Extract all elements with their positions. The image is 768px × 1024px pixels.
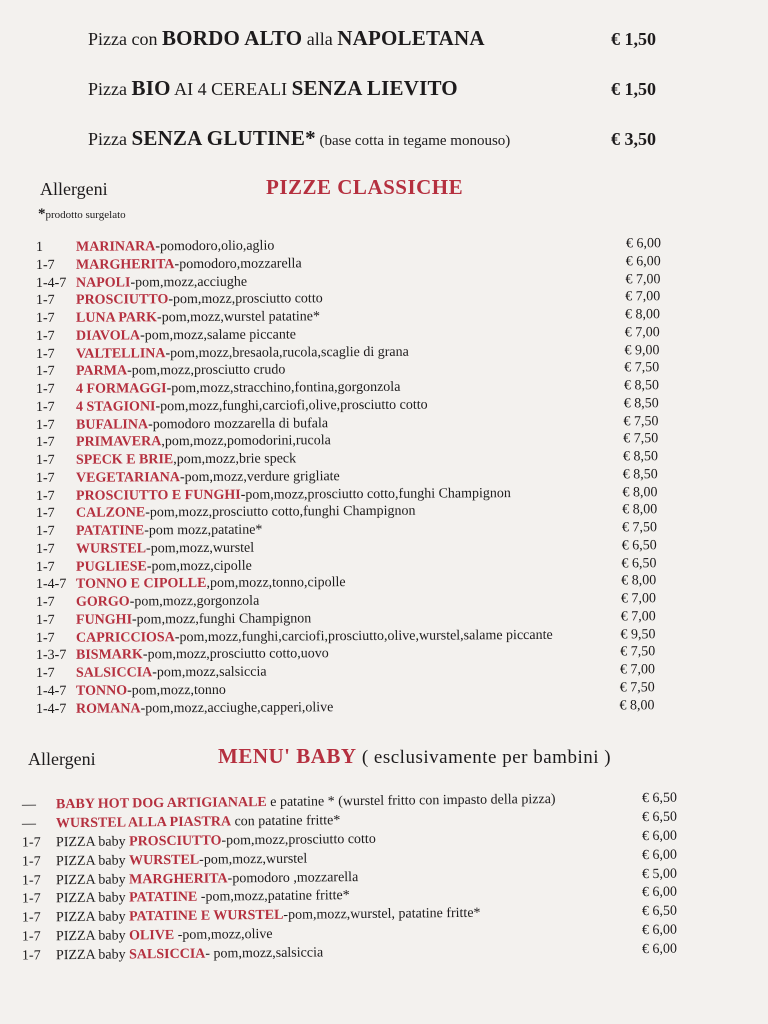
baby-name: SALSICCIA	[129, 946, 206, 963]
pizza-line	[76, 664, 267, 682]
baby-line	[56, 926, 273, 945]
baby-price: € 6,00	[641, 922, 678, 939]
baby-title: MENU' BABY	[218, 744, 357, 768]
baby-price: € 5,00	[641, 866, 678, 882]
offer-strong: BIO	[131, 76, 171, 100]
baby-description: -pom,mozz,olive	[174, 927, 273, 944]
pizza-ingredients: -pom,mozz,prosciutto crudo	[127, 362, 286, 379]
allergen-code: 1-7	[35, 523, 55, 540]
offer-row	[88, 76, 656, 101]
baby-name: PATATINE E WURSTEL	[129, 908, 284, 925]
pizza-ingredients: -pomodoro,olio,aglio	[155, 238, 275, 255]
allergen-code: 1-7	[35, 665, 55, 682]
baby-prefix: PIZZA baby	[55, 928, 130, 945]
pizza-line	[76, 539, 254, 557]
pizza-ingredients: -pom,mozz,prosciutto cotto,uovo	[142, 646, 329, 663]
pizza-ingredients: -pom,mozz,funghi Champignon	[131, 611, 312, 628]
pizza-line	[76, 503, 416, 522]
pizza-line	[76, 273, 247, 291]
allergen-code: 1-7	[21, 872, 41, 889]
allergen-code: 1-7	[21, 910, 41, 926]
pizza-ingredients: -pom,mozz,cipolle	[146, 558, 252, 574]
offer-text	[88, 76, 458, 101]
baby-prefix: PIZZA baby	[55, 853, 130, 869]
pizza-line	[76, 610, 311, 628]
allergen-code: 1-7	[35, 346, 55, 362]
pizza-price: € 7,50	[619, 679, 655, 696]
baby-line	[56, 869, 358, 889]
pizza-price: € 6,00	[625, 236, 662, 252]
offer-note: (base cotta in tegame monouso)	[315, 133, 511, 149]
pizza-line	[76, 468, 340, 487]
pizza-price: € 6,00	[625, 253, 661, 270]
pizza-price: € 7,00	[624, 324, 660, 341]
offer-price: € 3,50	[611, 129, 656, 149]
allergen-code: 1-7	[35, 470, 55, 486]
pizza-line	[76, 291, 323, 310]
pizza-line	[76, 415, 328, 434]
pizza-price: € 8,00	[624, 307, 661, 323]
pizza-price: € 6,50	[621, 537, 657, 554]
pizza-line	[76, 396, 428, 415]
pizza-price: € 8,50	[622, 449, 659, 465]
baby-name: BABY HOT DOG ARTIGIANALE	[55, 794, 267, 813]
pizza-ingredients: ,pom,mozz,pomodorini,rucola	[161, 433, 331, 450]
allergeni-label: Allergeni	[40, 179, 108, 199]
pizza-price: € 7,00	[625, 289, 661, 305]
offer-row	[88, 26, 656, 51]
offer-row	[88, 126, 656, 151]
baby-description: -pom,mozz,patatine fritte*	[197, 888, 350, 906]
pizza-price: € 8,50	[622, 466, 658, 483]
pizza-ingredients: -pomodoro,mozzarella	[174, 256, 302, 272]
pizza-name: CAPRICCIOSA	[75, 629, 175, 646]
allergen-code: 1-7	[21, 835, 41, 851]
offer-text	[88, 26, 485, 51]
pizza-name: LUNA PARK	[75, 310, 158, 326]
allergen-code: 1-7	[21, 929, 41, 945]
baby-prefix: PIZZA baby	[55, 909, 130, 926]
baby-description: - pom,mozz,salsiccia	[205, 945, 324, 962]
baby-price: € 6,50	[641, 904, 678, 920]
allergen-code: 1-7	[35, 293, 55, 309]
baby-line	[56, 905, 481, 926]
baby-description: con patatine fritte*	[230, 813, 341, 830]
offer-connector: AI 4 CEREALI	[170, 79, 292, 99]
offer-connector: alla	[302, 29, 338, 49]
allergen-code: 1-4-7	[35, 577, 67, 593]
pizza-line	[76, 362, 285, 380]
allergen-code: 1-7	[35, 559, 55, 575]
pizza-name: MARGHERITA	[75, 256, 175, 273]
pizza-ingredients: -pom,mozz,salsiccia	[152, 664, 267, 681]
allergen-code: 1-7	[21, 891, 41, 908]
pizza-line	[76, 238, 274, 256]
pizza-name: GORGO	[75, 594, 130, 610]
pizza-ingredients: ,pom,mozz,brie speck	[173, 451, 297, 468]
pizza-name: FUNGHI	[75, 612, 133, 628]
pizza-ingredients: ,pom,mozz,tonno,cipolle	[206, 575, 346, 592]
offer-price: € 1,50	[611, 29, 656, 49]
baby-prefix: PIZZA baby	[55, 872, 130, 888]
pizza-ingredients: -pom,mozz,bresaola,rucola,scaglie di grana	[165, 344, 409, 361]
baby-description: -pomodoro ,mozzarella	[227, 869, 359, 886]
allergen-code: 1-7	[35, 364, 55, 380]
allergen-code: 1-7	[35, 452, 55, 469]
pizza-line	[76, 522, 262, 540]
baby-prefix: PIZZA baby	[55, 834, 130, 850]
pizza-name: 4 FORMAGGI	[75, 381, 167, 397]
allergen-code: 1-7	[35, 506, 55, 522]
pizza-name: SALSICCIA	[75, 665, 153, 681]
pizza-name: NAPOLI	[75, 274, 131, 291]
pizza-line	[76, 626, 553, 646]
baby-price: € 6,00	[641, 941, 678, 958]
pizza-price: € 8,50	[623, 395, 659, 412]
baby-line	[56, 888, 350, 908]
offer-strong: SENZA LIEVITO	[291, 76, 458, 100]
baby-description: -pom,mozz,wurstel, patatine fritte*	[283, 906, 481, 924]
pizza-price: € 7,50	[623, 431, 659, 447]
allergen-code: 1-7	[35, 594, 55, 611]
baby-price: € 6,50	[641, 790, 678, 807]
pizza-name: SPECK E BRIE	[75, 452, 174, 468]
pizza-line	[76, 593, 259, 611]
pizza-price: € 6,50	[621, 555, 657, 571]
pizza-line	[76, 645, 329, 664]
offer-price: € 1,50	[611, 79, 656, 99]
pizza-ingredients: -pom,mozz,acciughe	[130, 274, 248, 290]
baby-description: -pom,mozz,wurstel	[199, 851, 308, 868]
section-title	[218, 744, 611, 769]
offer-strong: SENZA GLUTINE	[131, 126, 306, 150]
pizza-price: € 7,50	[621, 520, 658, 536]
allergen-code: 1-4-7	[35, 275, 67, 291]
allergen-code: 1	[35, 239, 44, 256]
pizza-ingredients: -pom,mozz,funghi,carciofi,olive,prosciutto cotto	[155, 397, 428, 415]
pizza-name: VALTELLINA	[75, 345, 166, 362]
baby-prefix: PIZZA baby	[55, 890, 130, 907]
pizza-line	[76, 326, 296, 344]
allergen-code: 1-3-7	[35, 648, 67, 664]
allergen-code: 1-7	[35, 399, 55, 415]
allergen-code: —	[21, 797, 37, 813]
pizza-ingredients: -pom,mozz,tonno	[127, 682, 226, 699]
allergen-code: —	[21, 816, 37, 832]
pizza-ingredients: -pom,mozz,acciughe,capperi,olive	[140, 699, 334, 716]
pizza-name: PROSCIUTTO E FUNGHI	[75, 487, 241, 504]
pizza-price: € 8,00	[622, 484, 658, 500]
baby-prefix: PIZZA baby	[55, 947, 130, 964]
pizza-price: € 8,00	[619, 697, 655, 713]
pizza-ingredients: -pom,mozz,wurstel patatine*	[156, 309, 320, 326]
baby-price: € 6,00	[641, 885, 678, 901]
baby-menu-list	[21, 790, 702, 964]
pizza-line	[76, 557, 252, 575]
pizza-price: € 8,50	[623, 378, 660, 394]
allergen-code: 1-7	[35, 417, 55, 433]
pizza-line	[76, 432, 331, 451]
pizza-ingredients: -pom,mozz,stracchino,fontina,gorgonzola	[166, 379, 401, 397]
baby-name: WURSTEL	[129, 852, 200, 869]
pizza-name: MARINARA	[75, 239, 156, 255]
allergen-code: 1-7	[21, 948, 41, 964]
allergen-code: 1-7	[35, 328, 55, 344]
pizza-price: € 7,00	[620, 608, 656, 625]
frozen-note	[38, 206, 126, 223]
allergeni-label: Allergeni	[28, 749, 96, 769]
pizza-price: € 7,00	[620, 591, 657, 607]
pizza-price: € 8,00	[622, 502, 658, 518]
pizza-line	[76, 379, 401, 398]
pizza-line	[76, 682, 226, 700]
baby-price: € 6,00	[641, 828, 678, 844]
pizza-price: € 8,00	[621, 573, 657, 589]
pizza-line	[76, 574, 346, 593]
baby-name: WURSTEL ALLA PIASTRA	[55, 814, 232, 832]
allergen-code: 1-7	[35, 257, 55, 273]
allergen-code: 1-7	[35, 310, 55, 327]
allergen-code: 1-7	[35, 630, 55, 646]
baby-price: € 6,00	[641, 847, 678, 863]
pizza-name: BUFALINA	[75, 416, 149, 433]
allergen-code: 1-4-7	[35, 701, 67, 717]
baby-line	[56, 831, 376, 851]
baby-name: PROSCIUTTO	[129, 833, 222, 850]
baby-subtitle: ( esclusivamente per bambini )	[356, 747, 612, 768]
pizza-ingredients: -pom,mozz,prosciutto cotto	[168, 291, 323, 308]
pizza-name: BISMARK	[75, 647, 143, 664]
pizza-ingredients: -pom,mozz,prosciutto cotto,funghi Champignon	[145, 503, 416, 521]
pizza-price: € 7,00	[625, 271, 661, 287]
pizza-price: € 7,50	[623, 413, 659, 429]
offer-star: *	[305, 126, 316, 150]
allergen-code: 1-4-7	[35, 683, 67, 699]
allergen-code: 1-7	[35, 612, 55, 628]
pizza-name: ROMANA	[75, 700, 141, 717]
baby-line	[56, 850, 307, 870]
baby-name: MARGHERITA	[129, 870, 228, 888]
pizza-line	[76, 255, 302, 273]
allergen-code: 1-7	[35, 488, 55, 504]
allergen-code: 1-7	[21, 854, 41, 870]
offer-text	[88, 126, 510, 151]
pizza-line	[76, 450, 296, 468]
pizza-ingredients: -pomodoro mozzarella di bufala	[148, 415, 329, 432]
pizza-price: € 9,00	[624, 342, 660, 358]
pizza-line	[76, 343, 409, 362]
baby-line	[56, 945, 323, 965]
offer-prefix: Pizza con	[88, 29, 162, 49]
pizza-name: VEGETARIANA	[75, 469, 181, 486]
classic-pizza-list	[36, 237, 696, 716]
pizza-line	[76, 485, 511, 505]
pizza-ingredients: -pom mozz,patatine*	[144, 522, 263, 539]
pizza-name: DIAVOLA	[75, 328, 141, 344]
frozen-star: *	[38, 206, 46, 222]
pizza-name: 4 STAGIONI	[75, 399, 156, 415]
pizza-price: € 9,50	[620, 626, 656, 642]
baby-line	[56, 812, 340, 832]
baby-description: -pom,mozz,prosciutto cotto	[221, 831, 376, 849]
pizza-name: PATATINE	[75, 523, 145, 539]
allergen-code: 1-7	[35, 435, 55, 451]
pizza-name: PUGLIESE	[75, 558, 147, 575]
offer-prefix: Pizza	[88, 129, 132, 149]
pizza-name: WURSTEL	[75, 541, 147, 557]
pizza-ingredients: -pom,mozz,prosciutto cotto,funghi Champignon	[240, 485, 511, 503]
baby-name: PATATINE	[129, 890, 198, 906]
allergen-code: 1-7	[35, 541, 55, 557]
baby-name: OLIVE	[129, 928, 175, 944]
pizza-ingredients: -pom,mozz,salame piccante	[140, 327, 296, 344]
pizza-name: PRIMAVERA	[75, 434, 162, 451]
pizza-name: CALZONE	[75, 505, 146, 522]
section-title: PIZZE CLASSICHE	[266, 175, 464, 199]
pizza-price: € 7,50	[620, 644, 656, 660]
pizza-name: TONNO	[75, 683, 128, 699]
offer-strong: NAPOLETANA	[337, 26, 485, 50]
baby-price: € 6,50	[641, 809, 678, 825]
pizza-name: PROSCIUTTO	[75, 292, 169, 309]
pizza-line	[76, 699, 333, 718]
offer-prefix: Pizza	[88, 79, 132, 99]
pizza-ingredients: -pom,mozz,funghi,carciofi,prosciutto,olive,wurstel,salame piccante	[174, 627, 553, 645]
allergen-code: 1-7	[35, 381, 55, 398]
pizza-name: PARMA	[75, 363, 128, 380]
pizza-ingredients: -pom,mozz,gorgonzola	[129, 593, 260, 610]
list-item	[36, 696, 696, 718]
pizza-ingredients: -pom,mozz,wurstel	[145, 540, 255, 557]
pizza-name: TONNO E CIPOLLE	[75, 576, 207, 593]
offer-strong: BORDO ALTO	[161, 26, 303, 50]
pizza-price: € 7,00	[619, 662, 656, 678]
frozen-text: prodotto surgelato	[45, 209, 126, 221]
pizza-ingredients: -pom,mozz,verdure grigliate	[179, 468, 340, 485]
pizza-price: € 7,50	[624, 360, 660, 376]
pizza-line	[76, 308, 320, 326]
baby-description: e patatine * (wurstel fritto con impasto della pizza)	[266, 791, 556, 810]
